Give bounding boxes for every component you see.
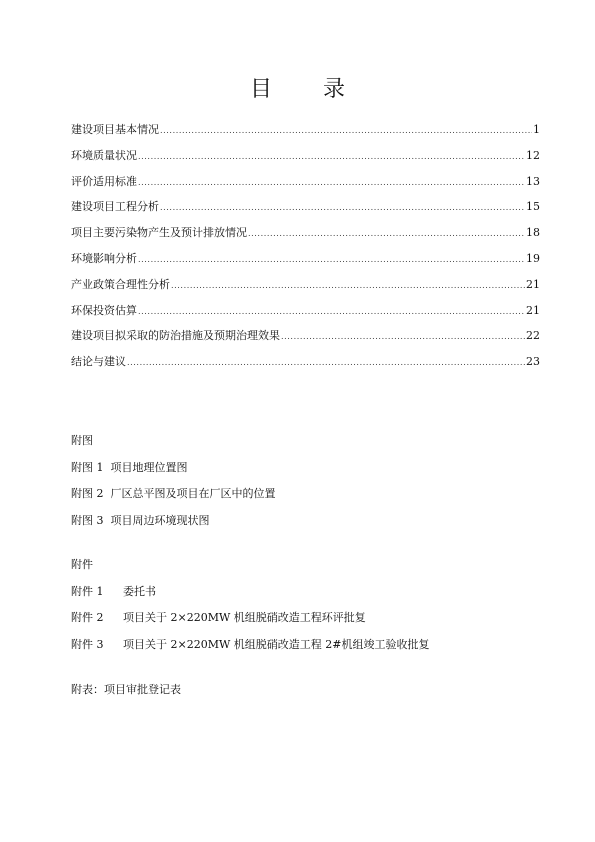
- attachment-item: [71, 583, 429, 610]
- toc-entry-page: 21: [526, 303, 540, 317]
- toc-entry-page: 12: [526, 148, 540, 162]
- toc-leader-dots: [160, 203, 525, 212]
- toc-entry-label: 建设项目基本情况: [71, 123, 159, 136]
- attachment-number: 附件 2: [71, 611, 104, 624]
- toc-entry-label: 评价适用标准: [71, 174, 137, 188]
- toc-entry-label: 环境质量状况: [71, 148, 137, 162]
- toc-leader-dots: [248, 229, 525, 238]
- toc-entry-page: 1: [533, 123, 540, 136]
- attachment-item: [71, 609, 429, 636]
- toc-entry-page: 23: [526, 355, 540, 369]
- attachments-section: [71, 556, 429, 662]
- toc-leader-dots: [171, 281, 525, 290]
- toc-leader-dots: [160, 126, 532, 135]
- attachment-title: 项目关于 2×220MW 机组脱硝改造工程 2#机组竣工验收批复: [123, 637, 430, 651]
- toc-entry[interactable]: [71, 224, 540, 250]
- figure-item: 附图 2 厂区总平图及项目在厂区中的位置: [71, 487, 276, 500]
- toc-entry[interactable]: [71, 147, 540, 173]
- table-of-contents: [71, 121, 540, 379]
- toc-entry-label: 建设项目工程分析: [71, 200, 159, 214]
- toc-entry[interactable]: [71, 327, 540, 353]
- attachment-title: 委托书: [123, 584, 156, 598]
- toc-entry-page: 15: [526, 200, 540, 214]
- toc-entry[interactable]: [71, 353, 540, 379]
- toc-leader-dots: [281, 332, 525, 341]
- toc-leader-dots: [138, 307, 525, 316]
- toc-entry[interactable]: [71, 173, 540, 199]
- toc-entry-label: 结论与建议: [71, 355, 126, 369]
- toc-entry[interactable]: [71, 276, 540, 302]
- attachment-number: 附件 3: [71, 637, 104, 651]
- toc-entry-label: 项目主要污染物产生及预计排放情况: [71, 226, 247, 240]
- toc-leader-dots: [138, 178, 525, 187]
- toc-leader-dots: [138, 152, 525, 161]
- toc-entry-page: 18: [526, 226, 540, 240]
- figure-item: 附图 1 项目地理位置图: [71, 460, 188, 474]
- attachment-number: 附件 1: [71, 584, 104, 598]
- toc-entry-page: 19: [526, 251, 540, 265]
- figures-section: [71, 432, 276, 538]
- figures-heading: 附图: [71, 434, 93, 447]
- toc-entry-label: 产业政策合理性分析: [71, 277, 170, 291]
- toc-entry-label: 环境影响分析: [71, 251, 137, 265]
- toc-entry[interactable]: [71, 302, 540, 328]
- toc-entry[interactable]: [71, 250, 540, 276]
- toc-entry-page: 13: [526, 174, 540, 188]
- toc-entry-page: 22: [526, 329, 540, 343]
- toc-entry-label: 环保投资估算: [71, 303, 137, 317]
- toc-leader-dots: [127, 358, 525, 367]
- attachment-title: 项目关于 2×220MW 机组脱硝改造工程环评批复: [123, 611, 366, 624]
- toc-leader-dots: [138, 255, 525, 264]
- toc-entry[interactable]: [71, 121, 540, 147]
- toc-entry-label: 建设项目拟采取的防治措施及预期治理效果: [71, 329, 280, 343]
- figure-item: 附图 3 项目周边环境现状图: [71, 513, 210, 527]
- toc-entry[interactable]: [71, 198, 540, 224]
- attachments-heading: 附件: [71, 558, 93, 571]
- toc-entry-page: 21: [526, 277, 540, 291]
- page-title: 目 录: [250, 77, 367, 102]
- appendix-table-line: 附表：项目审批登记表: [71, 683, 181, 696]
- attachment-item: [71, 636, 429, 663]
